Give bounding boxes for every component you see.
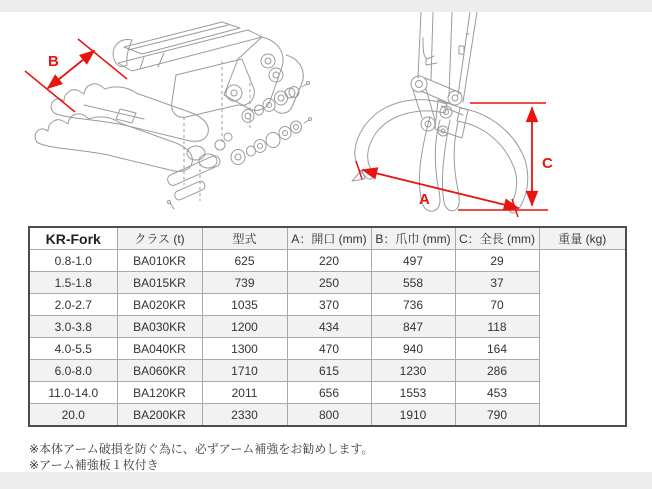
cell-overall-length: 940 [371,338,455,360]
cell-opening: 625 [202,250,287,272]
cell-opening: 2011 [202,382,287,404]
dimension-a-label: A [419,191,430,208]
spec-row [29,338,626,360]
cell-claw-width: 615 [287,360,371,382]
cell-overall-length: 558 [371,272,455,294]
dimension-b-arrow [25,39,127,112]
background-band-top [0,0,652,12]
spec-table [28,226,627,427]
cell-overall-length: 847 [371,316,455,338]
assembly-guide-dashed-lines [184,61,250,201]
cell-class-range: 11.0-14.0 [29,382,117,404]
cell-claw-width: 656 [287,382,371,404]
cell-model: BA200KR [117,404,202,427]
table-header-row [29,227,626,250]
spec-row [29,382,626,404]
cell-model: BA120KR [117,382,202,404]
cell-overall-length: 497 [371,250,455,272]
col-header-model: 型式 [202,227,287,250]
background-band-bottom [0,472,652,489]
spec-row [29,360,626,382]
cell-weight: 29 [455,250,539,272]
exploded-fork-line-art [35,22,311,209]
cell-class-range: 1.5-1.8 [29,272,117,294]
cell-model: BA010KR [117,250,202,272]
cell-class-range: 6.0-8.0 [29,360,117,382]
cell-opening: 1300 [202,338,287,360]
cell-opening: 1710 [202,360,287,382]
spec-row [29,294,626,316]
cell-claw-width: 434 [287,316,371,338]
dimension-c-arrow [458,103,553,210]
cell-class-range: 4.0-5.5 [29,338,117,360]
cell-model: BA060KR [117,360,202,382]
cell-claw-width: 470 [287,338,371,360]
col-header-claw-width: B：爪巾 (mm) [371,227,455,250]
cell-opening: 2330 [202,404,287,427]
spec-row [29,404,626,427]
dimension-c-label: C [542,155,553,172]
cell-overall-length: 1553 [371,382,455,404]
col-header-opening: A：開口 (mm) [287,227,371,250]
cell-weight: 286 [455,360,539,382]
cell-overall-length: 1230 [371,360,455,382]
cell-class-range: 3.0-3.8 [29,316,117,338]
assembled-fork-line-art [352,12,528,213]
cell-weight: 70 [455,294,539,316]
cell-claw-width: 800 [287,404,371,427]
cell-class-range: 20.0 [29,404,117,427]
dimension-b-label: B [48,53,59,70]
cell-overall-length: 1910 [371,404,455,427]
cell-model: BA020KR [117,294,202,316]
cell-claw-width: 370 [287,294,371,316]
spec-row [29,272,626,294]
footnotes [29,441,373,473]
cell-opening: 1200 [202,316,287,338]
spec-row [29,316,626,338]
note-arm-reinforcement: ※本体アーム破損を防ぐ為に、必ずアーム補強をお勧めします。 [29,442,374,456]
cell-model: BA015KR [117,272,202,294]
cell-claw-width: 220 [287,250,371,272]
product-name-cell: KR-Fork [29,227,117,250]
cell-weight: 790 [455,404,539,427]
cell-class-range: 0.8-1.0 [29,250,117,272]
cell-weight: 453 [455,382,539,404]
fork-assembled-view-diagram [335,12,652,224]
cell-claw-width: 250 [287,272,371,294]
note-reinforcement-plate-included: ※アーム補強板１枚付き [29,458,159,472]
cell-model: BA030KR [117,316,202,338]
col-header-weight: 重量 (kg) [539,227,626,250]
cell-class-range: 2.0-2.7 [29,294,117,316]
col-header-class: クラス (t) [117,227,202,250]
fork-exploded-view-diagram [24,13,334,218]
cell-opening: 1035 [202,294,287,316]
col-header-overall-length: C：全長 (mm) [455,227,539,250]
spec-row [29,250,626,272]
cell-overall-length: 736 [371,294,455,316]
cell-weight: 164 [455,338,539,360]
cell-weight: 118 [455,316,539,338]
cell-model: BA040KR [117,338,202,360]
cell-weight: 37 [455,272,539,294]
cell-opening: 739 [202,272,287,294]
